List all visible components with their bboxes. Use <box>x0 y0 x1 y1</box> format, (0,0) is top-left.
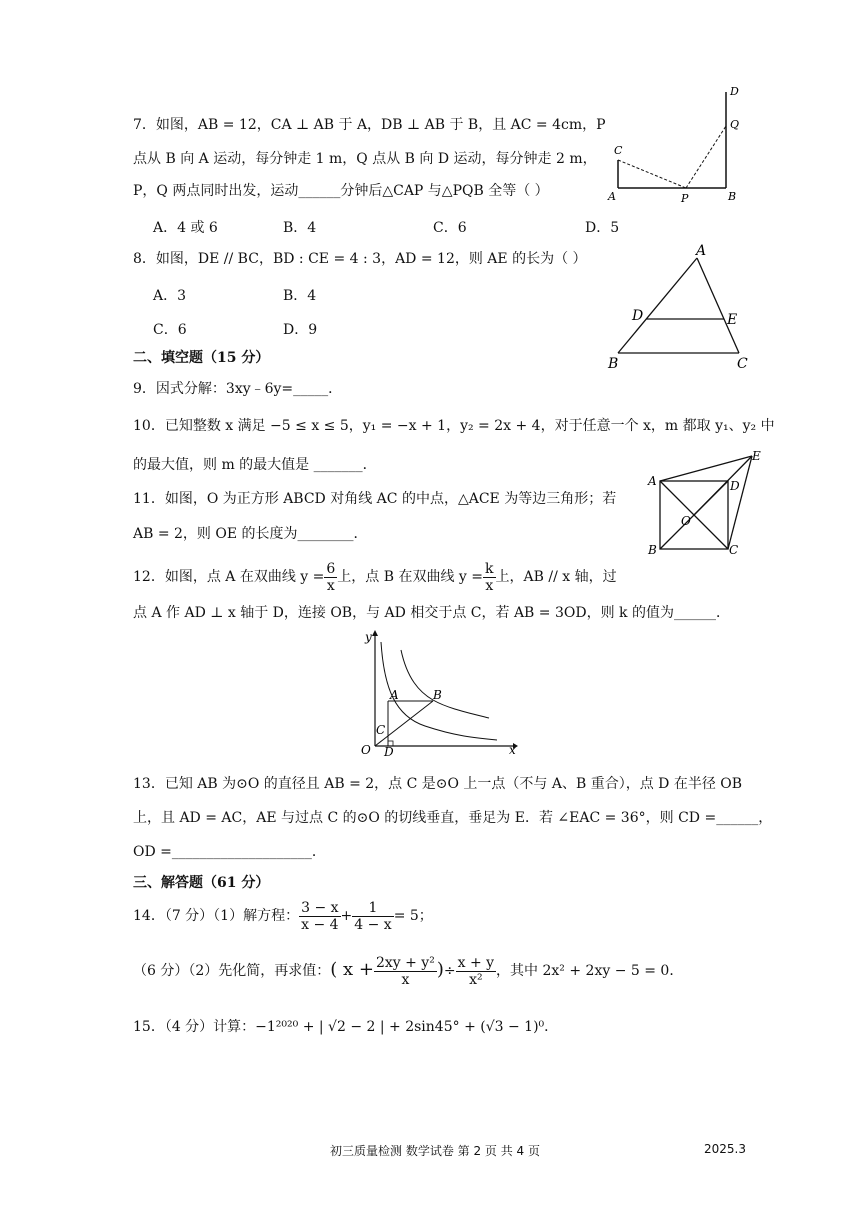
q8-fig-label-e: E <box>727 312 738 328</box>
q12-fig-label-d: D <box>384 745 394 758</box>
q10-line-2: 的最大值，则 m 的最大值是 _______． <box>133 457 377 473</box>
q8-line-1: 8．如图，DE // BC，BD : CE = 4 : 3，AD = 12，则 AE 的长为（ ） <box>133 251 587 267</box>
q14-fraction-3 <box>374 955 437 988</box>
q8-figure <box>600 240 760 375</box>
q8-fig-label-c: C <box>737 356 748 372</box>
q7-option-a: A．4 或 6 <box>153 220 218 236</box>
q14-part2-tail: ，其中 2x² + 2xy − 5 = 0． <box>496 963 684 979</box>
q14-fraction-1 <box>299 900 340 933</box>
q12-fig-label-y: y <box>365 630 372 644</box>
q12-frac1-num: 6 <box>326 560 336 577</box>
q12-fig-label-o: O <box>361 743 371 757</box>
q14-part-2 <box>133 948 683 993</box>
q12-fig-label-c: C <box>376 723 386 737</box>
q14-part-1 <box>133 896 433 936</box>
q14-frac1-num: 3 − x <box>301 899 339 916</box>
q8-option-c: C．6 <box>153 322 187 338</box>
page-footer-center: 初三质量检测 数学试卷 第 2 页 共 4 页 <box>330 1144 540 1158</box>
q11-fig-label-e: E <box>752 449 761 463</box>
q11-figure <box>640 448 770 558</box>
q7-line-2: 点从 B 向 A 运动，每分钟走 1 m，Q 点从 B 向 D 运动，每分钟走 2 m， <box>133 151 597 167</box>
q8-fig-label-b: B <box>608 356 619 372</box>
q7-fig-label-c: C <box>614 144 623 157</box>
q8-fig-label-d: D <box>632 308 644 324</box>
q14-open-paren: ( x + <box>330 959 374 980</box>
q12-fig-label-x: x <box>509 743 516 757</box>
q11-fig-label-d: D <box>730 479 740 493</box>
q7-option-d: D．5 <box>585 220 620 236</box>
q14-part1-tail: = 5； <box>393 908 433 924</box>
q12-frac1-den: x <box>326 577 335 594</box>
q14-plus-sign: + <box>340 908 353 924</box>
q11-fig-label-b: B <box>648 543 657 557</box>
q7-fig-label-b: B <box>728 190 737 203</box>
q7-line-1: 7．如图，AB = 12，CA ⊥ AB 于 A，DB ⊥ AB 于 B，且 AC = 4cm，P <box>133 117 606 133</box>
q12-fraction-k-over-x <box>483 561 495 594</box>
q7-fig-label-q: Q <box>730 118 740 131</box>
q8-fig-label-a: A <box>696 243 707 259</box>
q7-fig-label-p: P <box>681 192 689 205</box>
q14-frac2-den: 4 − x <box>354 916 392 933</box>
q12-fig-label-b: B <box>433 688 442 702</box>
q8-option-a: A．3 <box>153 288 187 304</box>
q14-part1-label: 14．（7 分）（1）解方程： <box>133 908 300 924</box>
q14-divide-sign: ÷ <box>443 963 456 979</box>
q11-fig-label-o: O <box>681 514 691 528</box>
q7-fig-label-d: D <box>730 85 739 98</box>
q12-text-c: 上，AB // x 轴，过 <box>495 569 617 585</box>
q12-frac2-num: k <box>485 560 494 577</box>
q14-frac4-num: x + y <box>457 954 495 971</box>
q12-fig-label-a: A <box>390 688 399 702</box>
q15-line: 15．（4 分）计算：−1²⁰²⁰ + | √2 − 2 | + 2sin45° + (√3 − 1)⁰． <box>133 1019 559 1035</box>
q10-line-1: 10．已知整数 x 满足 −5 ≤ x ≤ 5，y₁ = −x + 1，y₂ = 2x + 4，对于任意一个 x，m 都取 y₁、y₂ 中 <box>133 418 775 434</box>
q13-line-1: 13．已知 AB 为⊙O 的直径且 AB = 2，点 C 是⊙O 上一点（不与 A、B 重合），点 D 在半径 OB <box>133 776 743 792</box>
q12-line-1 <box>133 558 617 596</box>
q7-fig-label-a: A <box>608 190 616 203</box>
q14-fraction-4 <box>456 955 496 988</box>
q7-figure <box>600 80 750 205</box>
section-3-heading: 三、解答题（61 分） <box>133 875 270 891</box>
q11-line-2: AB = 2，则 OE 的长度为________． <box>133 526 368 542</box>
q11-fig-label-c: C <box>729 543 739 557</box>
q12-text-b: 上，点 B 在双曲线 y = <box>337 569 484 585</box>
q12-frac2-den: x <box>485 577 494 594</box>
q12-text-a: 12．如图，点 A 在双曲线 y = <box>133 569 325 585</box>
q12-line-2: 点 A 作 AD ⊥ x 轴于 D，连接 OB，与 AD 相交于点 C，若 AB = 3OD，则 k 的值为______． <box>133 605 730 621</box>
q14-frac3-num: 2xy + y² <box>375 954 435 971</box>
q14-part2-label: （6 分）（2）先化简，再求值： <box>133 963 331 979</box>
q14-frac4-den: x² <box>469 971 483 988</box>
q12-fraction-6-over-x <box>324 561 337 594</box>
q12-figure <box>355 628 525 758</box>
q9-line: 9．因式分解：3xy﹣6y=_____． <box>133 381 343 397</box>
q13-line-3: OD =____________________． <box>133 844 326 860</box>
q8-option-d: D．9 <box>283 322 318 338</box>
q11-line-1: 11．如图，O 为正方形 ABCD 对角线 AC 的中点，△ACE 为等边三角形；若 <box>133 491 617 507</box>
q7-option-c: C．6 <box>433 220 467 236</box>
q14-close-paren: ) <box>436 959 444 980</box>
q11-fig-label-a: A <box>648 474 657 488</box>
q7-line-3: P，Q 两点同时出发，运动______分钟后△CAP 与△PQB 全等（ ） <box>133 183 549 199</box>
q13-line-2: 上，且 AD = AC，AE 与过点 C 的⊙O 的切线垂直，垂足为 E．若 ∠EAC = 36°，则 CD =______， <box>133 810 773 826</box>
section-2-heading: 二、填空题（15 分） <box>133 350 270 366</box>
q14-frac2-num: 1 <box>352 900 393 917</box>
q14-frac1-den: x − 4 <box>301 916 339 933</box>
q14-frac3-den: x <box>401 971 410 988</box>
q7-option-b: B．4 <box>283 220 317 236</box>
q8-option-b: B．4 <box>283 288 317 304</box>
q14-fraction-2 <box>352 900 393 933</box>
page-footer-date: 2025.3 <box>704 1142 746 1156</box>
